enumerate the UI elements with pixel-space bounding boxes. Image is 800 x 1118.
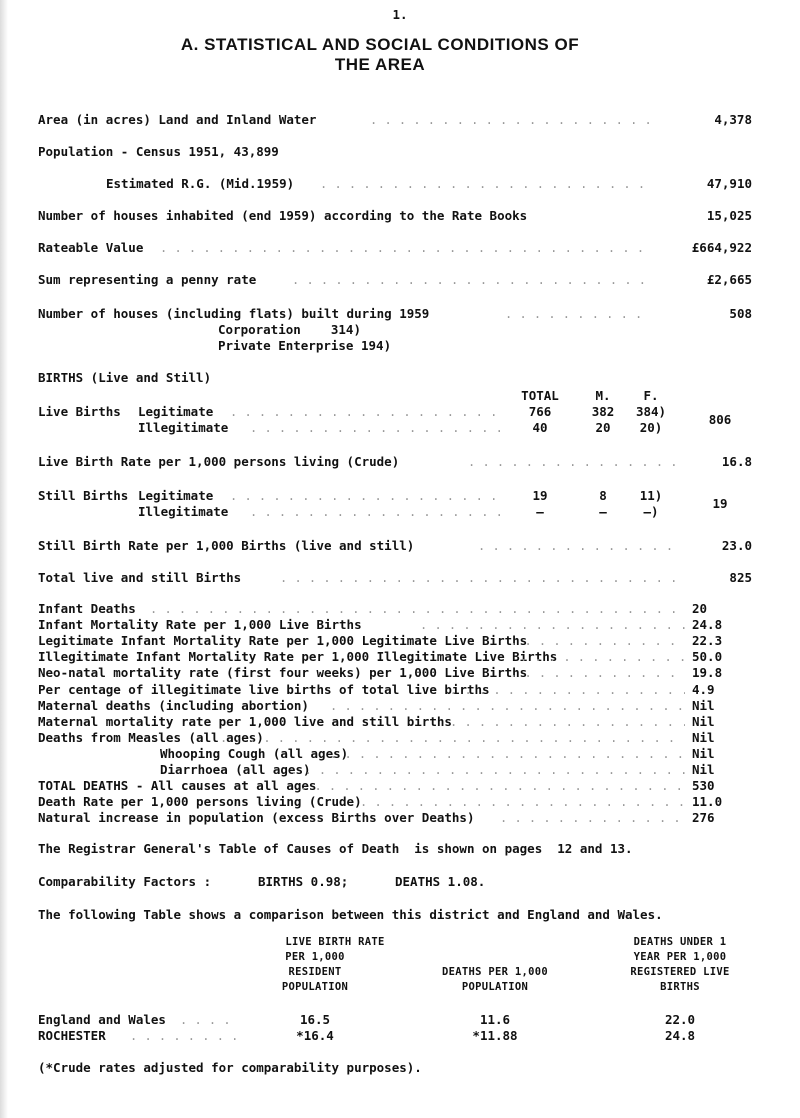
live-legit-f: 384) [635, 404, 667, 419]
live-illegit-m: 20 [595, 420, 611, 435]
houses-inhabited-label: Number of houses inhabited (end 1959) according to the Rate Books [38, 208, 528, 223]
still-illegit-m: – [599, 504, 607, 519]
mortality-label: Per centage of illegitimate live births of total live births [38, 682, 490, 697]
area-value: 4,378 [714, 112, 752, 127]
houses-built-value: 508 [729, 306, 752, 321]
header-infant-2: YEAR PER 1,000 [633, 951, 727, 963]
mortality-value: Nil [692, 730, 715, 745]
comparability-births: BIRTHS 0.98; [258, 874, 349, 889]
col-header-f: F. [643, 388, 659, 403]
houses-built-corporation: Corporation 314) [218, 322, 361, 337]
leader-dots [520, 650, 685, 664]
population-estimated-value: 47,910 [706, 176, 752, 191]
leader-dots [180, 1013, 240, 1027]
population-census: Population - Census 1951, 43,899 [38, 144, 279, 159]
still-illegit-f: –) [643, 504, 659, 519]
still-legit-m: 8 [599, 488, 607, 503]
mortality-label: Natural increase in population (excess Births over Deaths) [38, 810, 475, 825]
still-illegit-total: – [536, 504, 544, 519]
still-birth-rate-label: Still Birth Rate per 1,000 Births (live and still) [38, 538, 415, 553]
total-births-value: 825 [729, 570, 752, 585]
houses-built-private: Private Enterprise 194) [218, 338, 392, 353]
leader-dots [150, 602, 685, 616]
rateable-value-label: Rateable Value [38, 240, 144, 255]
leader-dots [230, 489, 500, 503]
penny-rate-label: Sum representing a penny rate [38, 272, 257, 287]
leader-dots [230, 405, 500, 419]
header-birth-rate-1: LIVE BIRTH RATE [285, 936, 385, 948]
mortality-value: 276 [692, 810, 715, 825]
mortality-value: Nil [692, 762, 715, 777]
row-death-rate: *11.88 [472, 1028, 518, 1043]
mortality-value: 24.8 [692, 617, 723, 632]
leader-dots [420, 618, 685, 632]
mortality-label: TOTAL DEATHS - All causes at all ages [38, 778, 317, 793]
leader-dots [250, 505, 500, 519]
leader-dots [292, 273, 650, 287]
header-infant-3: REGISTERED LIVE [630, 966, 730, 978]
mortality-label: Neo-natal mortality rate (first four weeks) per 1,000 Live Births [38, 665, 528, 680]
leader-dots [500, 811, 685, 825]
header-death-rate-2: POPULATION [461, 981, 529, 993]
row-death-rate: 11.6 [479, 1012, 511, 1027]
row-infant: 22.0 [664, 1012, 696, 1027]
total-births-label: Total live and still Births [38, 570, 242, 585]
comparability-deaths: DEATHS 1.08. [395, 874, 486, 889]
still-births-legit-label: Legitimate [138, 488, 214, 503]
page-number: 1. [392, 7, 408, 22]
mortality-label: Whooping Cough (all ages) [160, 746, 349, 761]
area-label: Area (in acres) Land and Inland Water [38, 112, 317, 127]
header-death-rate-1: DEATHS PER 1,000 [442, 966, 548, 978]
mortality-label: Infant Deaths [38, 601, 136, 616]
leader-dots [450, 715, 685, 729]
still-legit-f: 11) [639, 488, 663, 503]
leader-dots [160, 241, 650, 255]
leader-dots [478, 539, 680, 553]
live-illegit-f: 20) [639, 420, 663, 435]
row-name: ROCHESTER [38, 1028, 106, 1043]
mortality-label: Illegitimate Infant Mortality Rate per 1,000 Illegitimate Live Births [38, 649, 558, 664]
leader-dots [220, 731, 685, 745]
still-legit-total: 19 [532, 488, 548, 503]
col-header-total: TOTAL [521, 388, 559, 403]
leader-dots [450, 683, 685, 697]
mortality-label: Deaths from Measles (all ages) [38, 730, 264, 745]
live-birth-rate-value: 16.8 [721, 454, 752, 469]
mortality-label: Maternal mortality rate per 1,000 live and still births [38, 714, 452, 729]
row-birth-rate: 16.5 [299, 1012, 331, 1027]
leader-dots [505, 307, 650, 321]
houses-built-label: Number of houses (including flats) built during 1959 [38, 306, 430, 321]
header-birth-rate-4: POPULATION [281, 981, 349, 993]
mortality-value: Nil [692, 746, 715, 761]
mortality-label: Diarrhoea (all ages) [160, 762, 311, 777]
mortality-label: Infant Mortality Rate per 1,000 Live Births [38, 617, 362, 632]
leader-dots [330, 747, 685, 761]
registrar-note: The Registrar General's Table of Causes of Death is shown on pages 12 and 13. [38, 841, 633, 856]
footnote: (*Crude rates adjusted for comparability purposes). [38, 1060, 422, 1075]
live-births-label: Live Births [38, 404, 121, 419]
leader-dots [370, 113, 650, 127]
population-estimated-label: Estimated R.G. (Mid.1959) [106, 176, 295, 191]
mortality-value: 22.3 [692, 633, 723, 648]
mortality-value: 20 [692, 601, 708, 616]
mortality-label: Death Rate per 1,000 persons living (Crude) [38, 794, 362, 809]
live-legit-m: 382 [591, 404, 615, 419]
still-births-label: Still Births [38, 488, 129, 503]
mortality-value: 11.0 [692, 794, 723, 809]
leader-dots [320, 177, 650, 191]
mortality-value: 19.8 [692, 665, 723, 680]
page-subtitle: THE AREA [334, 55, 426, 74]
col-header-m: M. [595, 388, 611, 403]
live-births-illegit-label: Illegitimate [138, 420, 229, 435]
births-heading: BIRTHS (Live and Still) [38, 370, 212, 385]
leader-dots [468, 455, 680, 469]
mortality-value: 4.9 [692, 682, 715, 697]
live-births-legit-label: Legitimate [138, 404, 214, 419]
still-births-sum: 19 [712, 496, 728, 511]
mortality-value: Nil [692, 714, 715, 729]
comparability-label: Comparability Factors : [38, 874, 212, 889]
live-births-sum: 806 [708, 412, 732, 427]
row-birth-rate: *16.4 [296, 1028, 334, 1043]
comparison-intro: The following Table shows a comparison between this district and England and Wales. [38, 907, 663, 922]
still-births-illegit-label: Illegitimate [138, 504, 229, 519]
rateable-value-value: £664,922 [691, 240, 752, 255]
leader-dots [330, 699, 685, 713]
leader-dots [290, 763, 685, 777]
leader-dots [300, 779, 685, 793]
live-birth-rate-label: Live Birth Rate per 1,000 persons living (Crude) [38, 454, 400, 469]
row-infant: 24.8 [664, 1028, 696, 1043]
penny-rate-value: £2,665 [706, 272, 752, 287]
mortality-value: Nil [692, 698, 715, 713]
scan-edge-shadow [0, 0, 8, 1118]
header-birth-rate-2: PER 1,000 [285, 951, 345, 963]
page-title: A. STATISTICAL AND SOCIAL CONDITIONS OF [180, 35, 580, 54]
leader-dots [250, 421, 500, 435]
mortality-label: Legitimate Infant Mortality Rate per 1,000 Legitimate Live Births [38, 633, 528, 648]
mortality-label: Maternal deaths (including abortion) [38, 698, 309, 713]
leader-dots [130, 1029, 240, 1043]
live-illegit-total: 40 [532, 420, 548, 435]
houses-inhabited-value: 15,025 [706, 208, 752, 223]
header-infant-4: BIRTHS [660, 981, 700, 993]
header-birth-rate-3: RESIDENT [288, 966, 342, 978]
live-legit-total: 766 [528, 404, 552, 419]
leader-dots [510, 634, 685, 648]
leader-dots [360, 795, 685, 809]
leader-dots [510, 666, 685, 680]
row-name: England and Wales [38, 1012, 166, 1027]
mortality-value: 50.0 [692, 649, 723, 664]
still-birth-rate-value: 23.0 [721, 538, 752, 553]
mortality-value: 530 [692, 778, 715, 793]
header-infant-1: DEATHS UNDER 1 [633, 936, 727, 948]
leader-dots [280, 571, 680, 585]
